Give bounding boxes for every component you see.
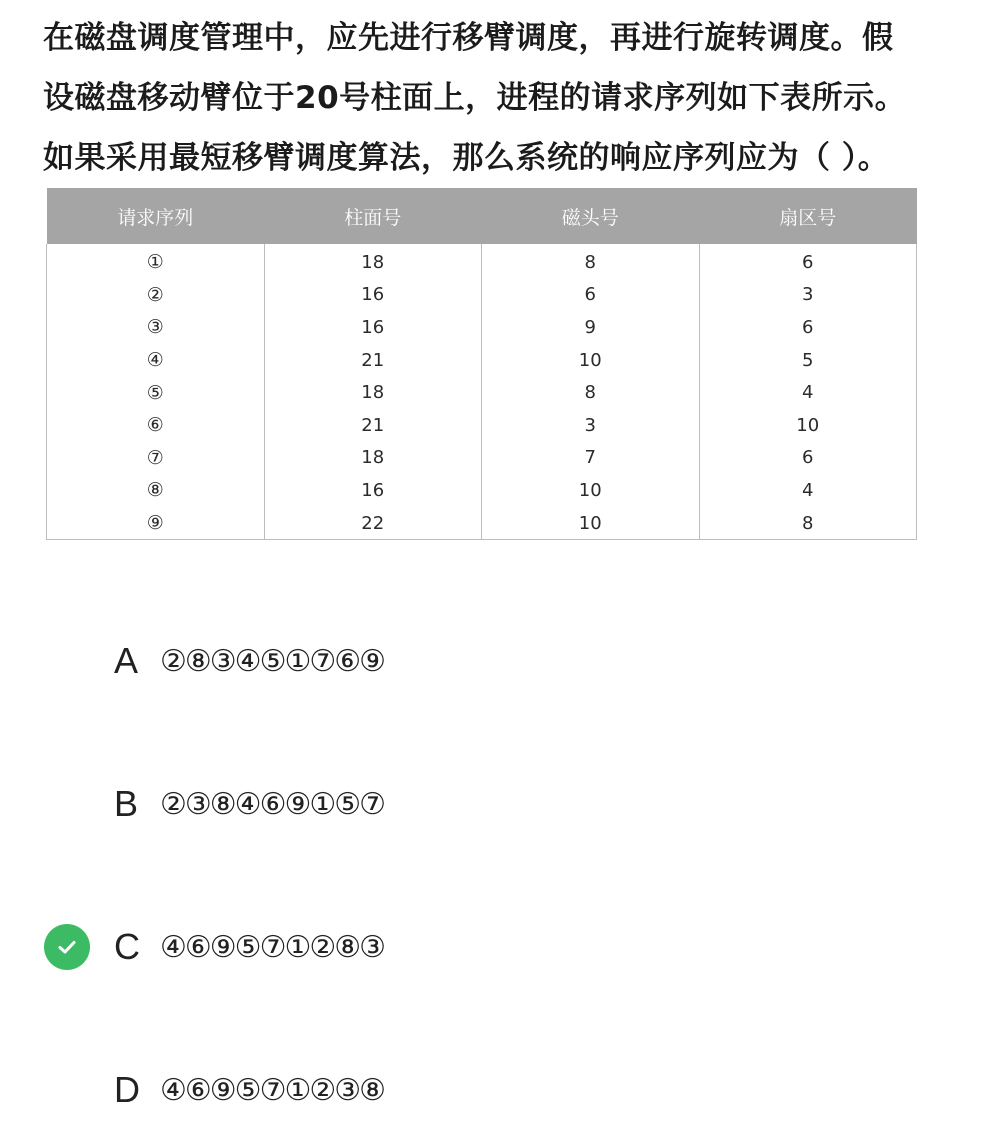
cell-sequence: ① <box>47 244 265 279</box>
option-b-marker <box>44 781 90 827</box>
cell-cylinder: 22 <box>264 507 482 540</box>
cell-head: 10 <box>482 507 700 540</box>
option-answer-text: ②⑧③④⑤①⑦⑥⑨ <box>160 643 385 679</box>
cell-head: 10 <box>482 474 700 507</box>
cell-cylinder: 18 <box>264 244 482 279</box>
cell-sequence: ⑦ <box>47 442 265 475</box>
cell-head: 10 <box>482 344 700 377</box>
option-d-marker <box>44 1067 90 1113</box>
cell-cylinder: 16 <box>264 279 482 312</box>
check-icon <box>44 924 90 970</box>
cell-sector: 6 <box>699 311 917 344</box>
table-row <box>47 376 917 409</box>
cell-cylinder: 16 <box>264 311 482 344</box>
cell-sector: 4 <box>699 376 917 409</box>
cell-sequence: ⑧ <box>47 474 265 507</box>
cell-head: 8 <box>482 244 700 279</box>
cell-sequence: ④ <box>47 344 265 377</box>
option-letter: A <box>114 640 139 681</box>
cell-cylinder: 21 <box>264 409 482 442</box>
option-letter: C <box>114 926 140 967</box>
cell-sector: 8 <box>699 507 917 540</box>
cell-sector: 10 <box>699 409 917 442</box>
cell-cylinder: 21 <box>264 344 482 377</box>
cell-cylinder: 16 <box>264 474 482 507</box>
cell-sector: 4 <box>699 474 917 507</box>
cell-head: 8 <box>482 376 700 409</box>
question-line-3: 如果采用最短移臂调度算法，那么系统的响应序列应为（ ）。 <box>43 140 890 176</box>
question-text <box>43 8 943 188</box>
cell-sector: 6 <box>699 244 917 279</box>
table-row <box>47 474 917 507</box>
header-head: 磁头号 <box>482 188 700 244</box>
table-row <box>47 409 917 442</box>
table-header-row <box>47 188 917 244</box>
cell-sector: 3 <box>699 279 917 312</box>
option-d[interactable] <box>44 1065 384 1115</box>
cell-sequence: ⑥ <box>47 409 265 442</box>
option-a[interactable] <box>44 636 384 686</box>
cell-sequence: ⑨ <box>47 507 265 540</box>
option-letter: B <box>114 783 139 824</box>
cell-sector: 6 <box>699 442 917 475</box>
cell-head: 3 <box>482 409 700 442</box>
table-row <box>47 344 917 377</box>
cell-cylinder: 18 <box>264 376 482 409</box>
option-a-marker <box>44 638 90 684</box>
table-row <box>47 279 917 312</box>
cell-cylinder: 18 <box>264 442 482 475</box>
cell-head: 6 <box>482 279 700 312</box>
question-line-1: 在磁盘调度管理中，应先进行移臂调度，再进行旋转调度。假 <box>43 20 894 56</box>
option-c[interactable] <box>44 922 384 972</box>
table-row <box>47 507 917 540</box>
option-b[interactable] <box>44 779 384 829</box>
header-request-sequence: 请求序列 <box>47 188 265 244</box>
cell-sequence: ③ <box>47 311 265 344</box>
option-answer-text: ②③⑧④⑥⑨①⑤⑦ <box>160 786 385 822</box>
option-answer-text: ④⑥⑨⑤⑦①②③⑧ <box>160 1072 385 1108</box>
request-table <box>46 188 917 540</box>
cell-sequence: ② <box>47 279 265 312</box>
cell-sequence: ⑤ <box>47 376 265 409</box>
cell-head: 9 <box>482 311 700 344</box>
table-row <box>47 442 917 475</box>
table-row <box>47 311 917 344</box>
option-answer-text: ④⑥⑨⑤⑦①②⑧③ <box>160 929 385 965</box>
table-row <box>47 244 917 279</box>
header-sector: 扇区号 <box>699 188 917 244</box>
cell-head: 7 <box>482 442 700 475</box>
option-letter: D <box>114 1069 140 1110</box>
question-line-2: 设磁盘移动臂位于20号柱面上，进程的请求序列如下表所示。 <box>43 80 907 116</box>
cell-sector: 5 <box>699 344 917 377</box>
header-cylinder: 柱面号 <box>264 188 482 244</box>
